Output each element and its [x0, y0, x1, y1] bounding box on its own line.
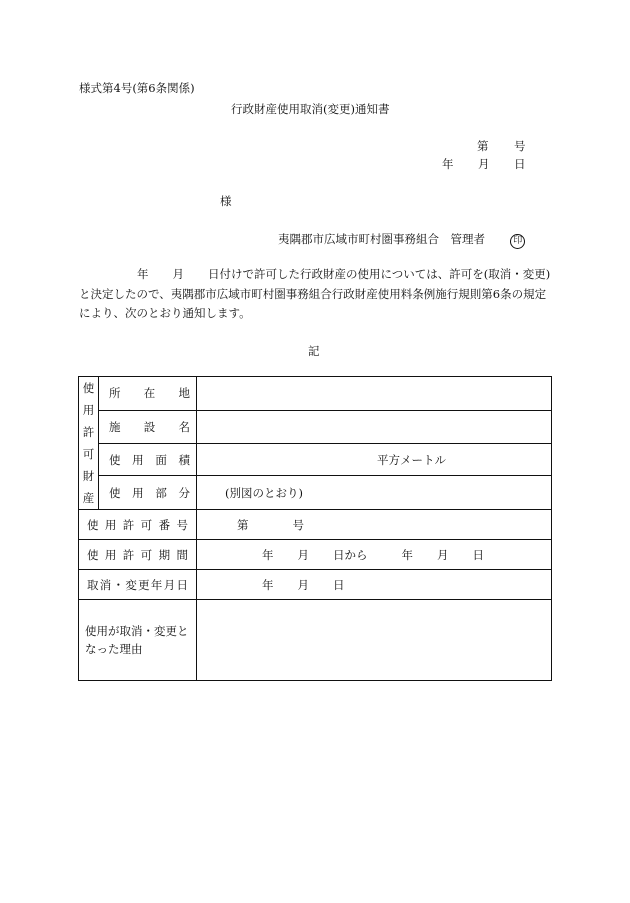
cancel-month: 月 — [297, 577, 309, 592]
permit-number-dai: 第 — [237, 517, 249, 532]
doc-number-dai: 第 — [477, 139, 489, 153]
label-char: 在 — [143, 386, 156, 401]
label-char: 使 — [109, 485, 121, 500]
label-char: 月 — [163, 577, 176, 592]
table-row-permit-period — [79, 540, 552, 570]
label-char: 可 — [140, 547, 153, 562]
label-char: 用 — [132, 452, 144, 467]
body-year: 年 — [137, 267, 149, 281]
group-label-cell — [79, 377, 99, 510]
document-title: 行政財産使用取消(変更)通知書 — [231, 102, 390, 116]
period-day-1: 日から — [333, 547, 368, 562]
body-line-1-rest: 日付けで許可した行政財産の使用については、許可を(取消・変更) — [208, 267, 551, 281]
period-year-1: 年 — [262, 547, 274, 562]
value-reason[interactable] — [197, 600, 552, 681]
label-char: 使 — [109, 452, 121, 467]
label-char: 間 — [176, 547, 188, 562]
label-char: 年 — [150, 577, 163, 592]
sender-name — [278, 231, 525, 249]
part-value: (別図のとおり) — [225, 485, 303, 500]
value-part[interactable] — [197, 476, 552, 510]
label-char: 用 — [104, 517, 117, 532]
cancel-day: 日 — [333, 577, 345, 592]
sender-text: 夷隅郡市広域市町村圏事務組合 管理者 — [278, 232, 485, 246]
table-row-permit-number — [79, 510, 552, 540]
label-char: 日 — [176, 577, 188, 592]
group-label-char: 許 — [82, 425, 95, 439]
table-row-facility — [79, 410, 552, 444]
value-cancel-date[interactable] — [197, 570, 552, 600]
label-char: 使 — [87, 517, 99, 532]
value-facility-name[interactable] — [197, 410, 552, 444]
group-label-char: 財 — [82, 469, 95, 483]
body-line-1 — [79, 264, 559, 284]
period-year-2: 年 — [401, 547, 413, 562]
label-char: 部 — [155, 485, 167, 500]
date-month: 月 — [478, 157, 490, 171]
group-label-char: 産 — [82, 491, 95, 505]
label-location — [99, 377, 197, 411]
period-month-2: 月 — [437, 547, 449, 562]
label-char: 許 — [122, 517, 135, 532]
details-table — [78, 376, 552, 681]
area-unit: 平方メートル — [377, 452, 446, 467]
value-permit-period[interactable] — [197, 540, 552, 570]
label-permit-number — [79, 510, 197, 540]
label-char: 面 — [155, 452, 167, 467]
table-row-cancel-date — [79, 570, 552, 600]
cancel-year: 年 — [262, 577, 274, 592]
label-reason — [79, 600, 197, 681]
label-char: 取 — [87, 577, 99, 592]
label-char: 消 — [99, 577, 112, 592]
label-char: 可 — [140, 517, 153, 532]
label-part — [99, 476, 197, 510]
form-number: 様式第4号(第6条関係) — [79, 81, 195, 95]
label-facility-name — [99, 410, 197, 444]
date-year: 年 — [442, 157, 454, 171]
label-area — [99, 444, 197, 476]
label-char: 期 — [158, 547, 171, 562]
label-char: 施 — [109, 419, 121, 434]
body-month: 月 — [172, 267, 184, 281]
group-label-char: 用 — [82, 403, 95, 417]
date-day: 日 — [514, 157, 526, 171]
reason-label-line-1: 使用が取消・変更と — [85, 624, 189, 638]
label-char: 更 — [138, 577, 150, 592]
table-row-area — [79, 444, 552, 476]
value-permit-number[interactable] — [197, 510, 552, 540]
label-char: 使 — [87, 547, 99, 562]
table-row-reason — [79, 600, 552, 681]
group-label-char: 使 — [82, 381, 95, 395]
label-char: 番 — [158, 517, 171, 532]
label-char: 用 — [132, 485, 144, 500]
label-char: 変 — [125, 577, 137, 592]
label-char: 所 — [109, 386, 121, 401]
label-char: 許 — [122, 547, 135, 562]
period-month-1: 月 — [297, 547, 309, 562]
table-row-part — [79, 476, 552, 510]
value-location[interactable] — [197, 377, 552, 411]
label-char: 号 — [176, 517, 188, 532]
table-row-location — [79, 377, 552, 411]
reason-label-line-2: なった理由 — [85, 642, 143, 656]
label-char: 分 — [178, 485, 190, 500]
body-line-2: と決定したので、夷隅郡市広域市町村圏事務組合行政財産使用料条例施行規則第6条の規定 — [79, 287, 547, 301]
label-char: 用 — [104, 547, 117, 562]
label-char: 地 — [178, 386, 190, 401]
permit-number-go: 号 — [292, 517, 304, 532]
label-char: 積 — [178, 452, 190, 467]
seal-icon: 印 — [510, 234, 525, 249]
group-label-char: 可 — [82, 447, 95, 461]
label-char: ・ — [112, 577, 125, 592]
label-char: 設 — [143, 419, 156, 434]
addressee-sama: 様 — [220, 194, 232, 208]
ki-heading: 記 — [308, 344, 320, 358]
period-day-2: 日 — [472, 547, 484, 562]
body-line-3: により、次のとおり通知します。 — [79, 306, 251, 320]
label-permit-period — [79, 540, 197, 570]
label-cancel-date — [79, 570, 197, 600]
value-area[interactable] — [197, 444, 552, 476]
doc-number-go: 号 — [514, 139, 526, 153]
label-char: 名 — [178, 419, 190, 434]
